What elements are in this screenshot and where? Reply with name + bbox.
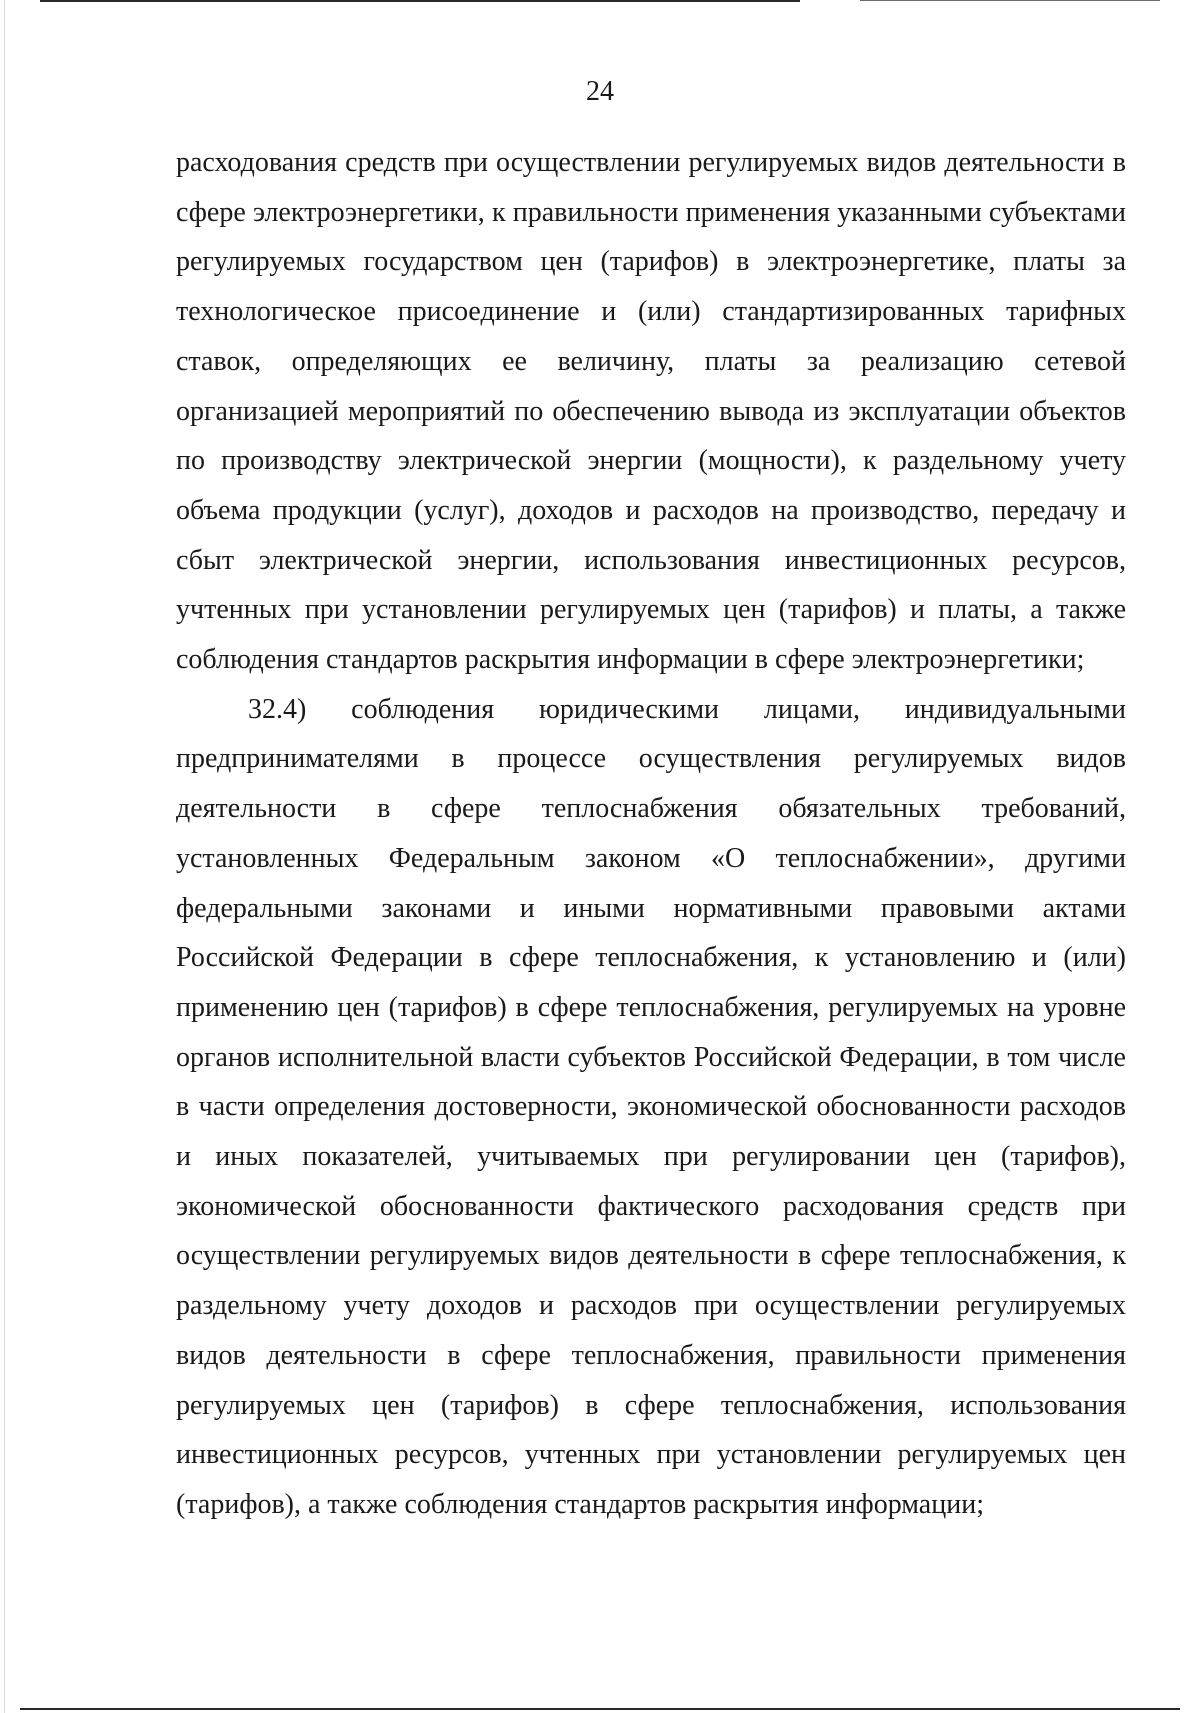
paragraph-item-32-4: 32.4) соблюдения юридическими лицами, индивидуальными предпринимателями в процессе осуществления регулируемых видов деятельности в сфере теплоснабжения обязательных требований, установленных Федеральным законом «О теплоснабжении», другими федеральными законами и иными нормативными правовыми актами Российской Федерации в сфере теплоснабжения, к установлению и (или) применению цен (тарифов) в сфере теплоснабжения, регулируемых на уровне органов исполнительной власти субъектов Российской Федерации, в том числе в части определения достоверности, экономической обоснованности расходов и иных показателей, учитываемых при регулировании цен (тарифов), экономической обоснованности фактического расходования средств при осуществлении регулируемых видов деятельности в сфере теплоснабжения, к раздельному учету доходов и расходов при осуществлении регулируемых видов деятельности в сфере теплоснабжения, правильности применения регулируемых цен (тарифов) в сфере теплоснабжения, использования инвестиционных ресурсов, учтенных при установлении регулируемых цен (тарифов), а также соблюдения стандартов раскрытия информации; bbox=[176, 693, 1126, 1520]
page-number: 24 bbox=[586, 76, 614, 107]
scan-edge-top-right bbox=[860, 0, 1160, 1]
scan-edge-left bbox=[4, 0, 5, 1713]
scan-edge-top bbox=[40, 0, 800, 2]
paragraph-continuation: расходования средств при осуществлении регулируемых видов деятельности в сфере электроэнергетики, к правильности применения указанными субъектами регулируемых государством цен (тарифов) в электроэнергетике, платы за технологическое присоединение и (или) стандартизированных тарифных ставок, определяющих ее величину, платы за реализацию сетевой организацией мероприятий по обеспечению вывода из эксплуатации объектов по производству электрической энергии (мощности), к раздельному учету объема продукции (услуг), доходов и расходов на производство, передачу и сбыт электрической энергии, использования инвестиционных ресурсов, учтенных при установлении регулируемых цен (тарифов) и платы, а также соблюдения стандартов раскрытия информации в сфере электроэнергетики; bbox=[176, 147, 1126, 676]
scan-edge-bottom bbox=[20, 1708, 1180, 1710]
document-body bbox=[176, 138, 1126, 1530]
